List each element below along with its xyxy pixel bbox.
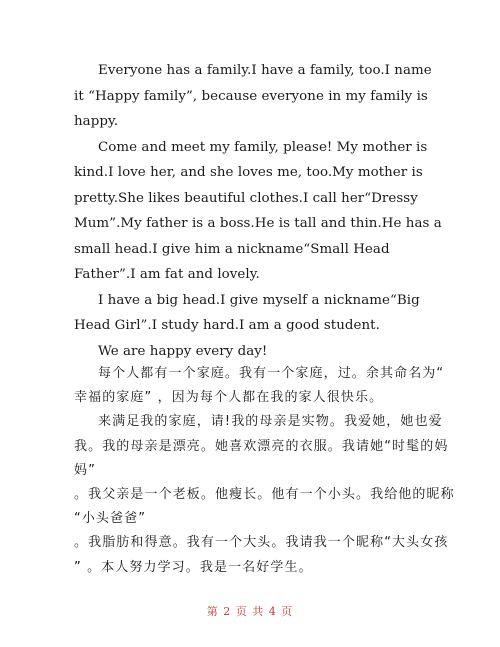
paragraph-line: 妈” (74, 462, 96, 478)
paragraph-line: Father”.I am fat and lovely. (74, 267, 260, 282)
paragraph-line: small head.I give him a nickname“Small Head (74, 241, 390, 257)
page-footer: 第 2 页 共 4 页 (206, 605, 294, 618)
paragraph-line: it “Happy family”, because everyone in my family is (74, 88, 428, 104)
paragraph-line: 。我脂肪和得意。我有一个大头。我请我一个昵称“大头女孩 (74, 535, 449, 551)
paragraph-line: Come and meet my family, please! My mother is (98, 139, 428, 155)
paragraph-line: 来满足我的家庭，请!我的母亲是实物。我爱她，她也爱 (98, 414, 443, 430)
chinese-text (74, 362, 455, 580)
paragraph-line: We are happy every day! (98, 343, 268, 359)
paragraph-line: ” 。本人努力学习。我是一名好学生。 (74, 559, 313, 575)
paragraph-line: Mum”.My father is a boss.He is tall and thin.He has a (74, 216, 442, 231)
paragraph-line: happy. (74, 114, 119, 129)
paragraph-line: 幸福的家庭” ，因为每个人都在我的家人很快乐。 (74, 390, 384, 406)
paragraph-line: I have a big head.I give myself a nickname“Big (98, 292, 420, 308)
paragraph-line: “小头爸爸” (74, 511, 147, 527)
english-text (74, 58, 442, 364)
paragraph-line: Everyone has a family.I have a family, too.I name (98, 63, 432, 78)
paragraph-line: 每个人都有一个家庭。我有一个家庭，过。余其命名为“ (98, 366, 445, 381)
paragraph-line: 。我父亲是一个老板。他瘦长。他有一个小头。我给他的昵称 (74, 487, 455, 503)
paragraph-line: Head Girl”.I study hard.I am a good student. (74, 318, 380, 333)
paragraph-line: kind.I love her, and she loves me, too.My mother is (74, 165, 423, 180)
paragraph-line: pretty.She likes beautiful clothes.I call her“Dressy (74, 190, 418, 206)
paragraph-line: 我。我的母亲是漂亮。她喜欢漂亮的衣服。我请她“时髦的妈 (74, 438, 449, 454)
